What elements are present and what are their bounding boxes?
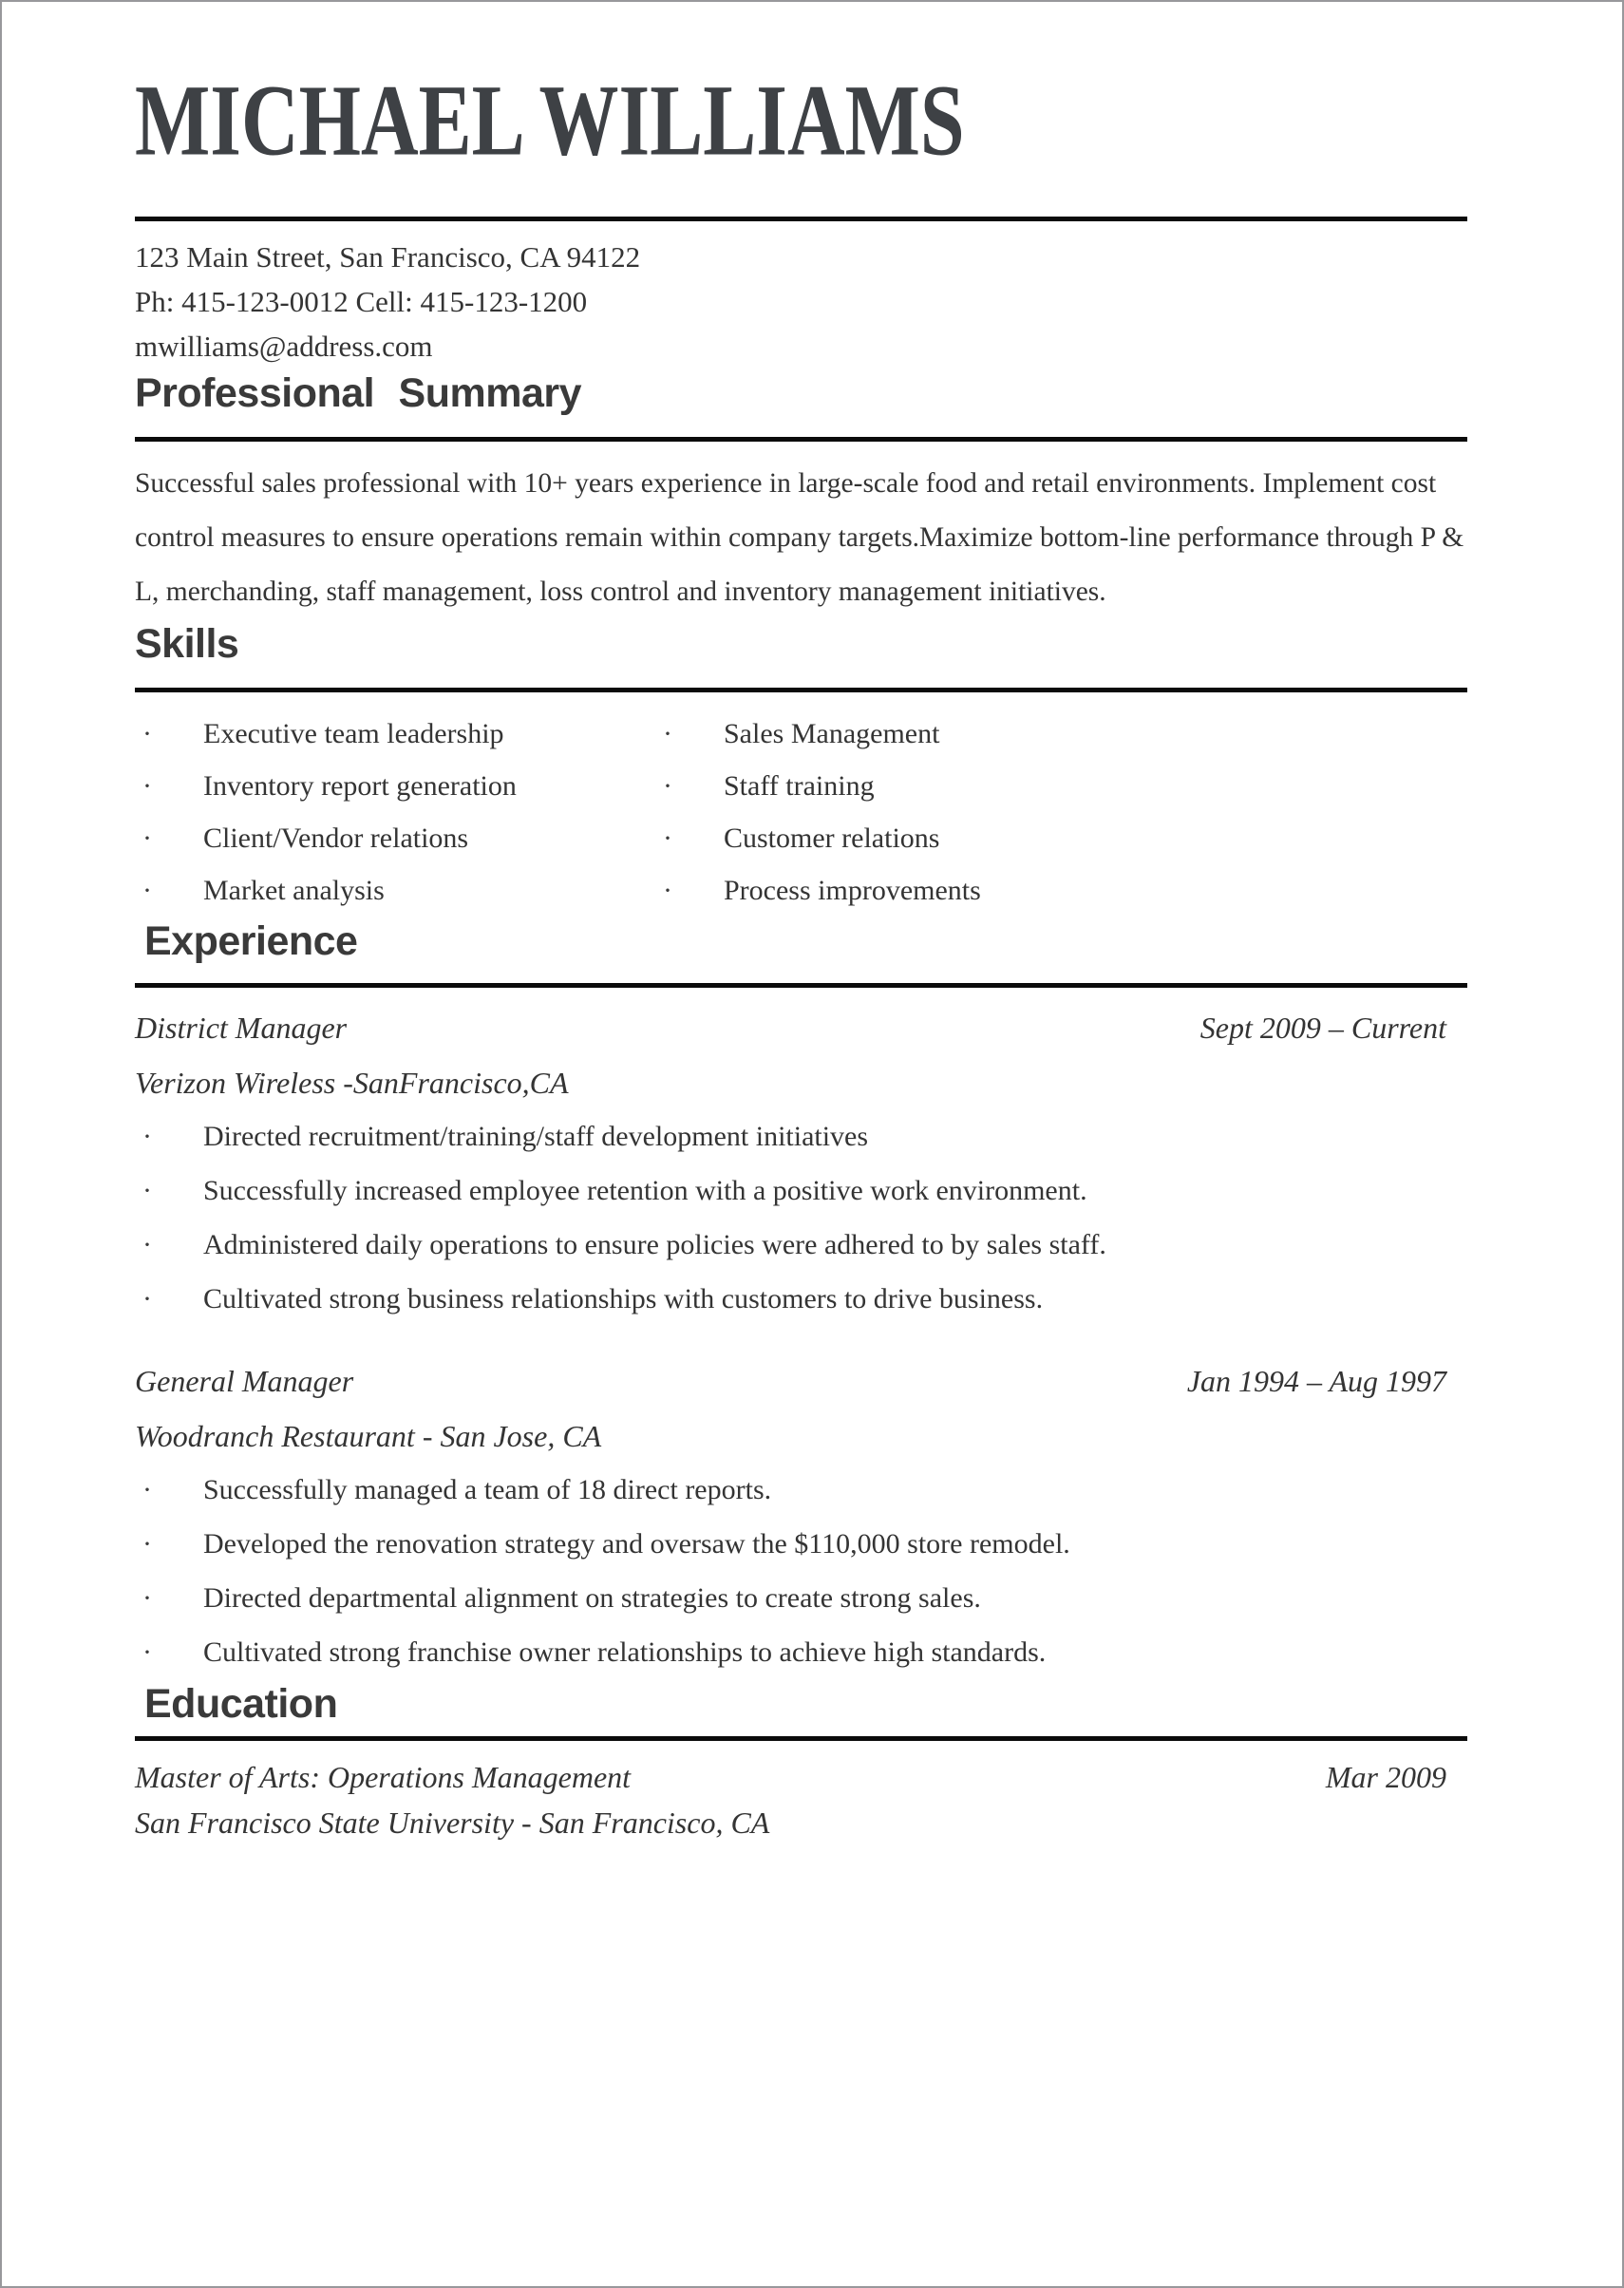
bullet-icon: · [142, 1175, 152, 1206]
bullet-icon: · [142, 1283, 152, 1314]
job-bullet-list [135, 1463, 1467, 1679]
contact-phone: Ph: 415-123-0012 Cell: 415-123-1200 [135, 285, 588, 318]
job-bullet [135, 1463, 1467, 1517]
bullet-icon: · [142, 1528, 152, 1560]
bullet-icon: · [142, 823, 152, 854]
skill-label: Process improvements [724, 875, 981, 906]
education-title: Education [144, 1681, 338, 1727]
bullet-icon: · [663, 718, 672, 749]
bullet-icon: · [142, 875, 152, 906]
skill-label: Executive team leadership [203, 718, 504, 749]
skill-label: Market analysis [203, 875, 385, 906]
job-bullet-text: Administered daily operations to ensure policies were adhered to by sales staff. [203, 1229, 1106, 1260]
job-role: District Manager [135, 1011, 348, 1045]
job-bullet-text: Successfully managed a team of 18 direct reports. [203, 1474, 772, 1505]
name-text: MICHAEL WILLIAMS [135, 65, 965, 178]
bullet-icon: · [142, 1474, 152, 1505]
skills-title: Skills [135, 621, 239, 667]
job-company: Woodranch Restaurant - San Jose, CA [135, 1419, 602, 1453]
section-experience [135, 917, 1467, 1679]
job-bullet-text: Directed recruitment/training/staff development initiatives [203, 1121, 869, 1152]
skills-column-right [655, 708, 1467, 917]
skill-item [135, 864, 655, 917]
job-bullet [135, 1517, 1467, 1571]
skill-item [135, 812, 655, 864]
experience-title: Experience [144, 918, 358, 964]
job-header [135, 1005, 1467, 1050]
skill-item [135, 708, 655, 760]
bullet-icon: · [142, 718, 152, 749]
bullet-icon: · [663, 875, 672, 906]
header-divider [135, 217, 1467, 221]
job-bullet-text: Cultivated strong business relationships with customers to drive business. [203, 1283, 1044, 1314]
job-bullet [135, 1163, 1467, 1218]
job-role: General Manager [135, 1364, 354, 1398]
skill-item [655, 760, 1467, 812]
bullet-icon: · [142, 1636, 152, 1668]
bullet-icon: · [142, 1121, 152, 1152]
education-date: Mar 2009 [1325, 1760, 1446, 1794]
resume-header [135, 65, 1467, 369]
name-heading [135, 65, 1467, 188]
section-divider [135, 983, 1467, 988]
education-header [135, 1754, 1467, 1800]
job-company: Verizon Wireless -SanFrancisco,CA [135, 1066, 569, 1100]
bullet-icon: · [663, 770, 672, 802]
job-bullet [135, 1625, 1467, 1679]
skill-label: Inventory report generation [203, 770, 517, 802]
job-bullet [135, 1218, 1467, 1272]
section-education [135, 1679, 1467, 1845]
skill-item [655, 864, 1467, 917]
job-bullet [135, 1571, 1467, 1625]
skills-grid [135, 708, 1467, 917]
contact-address: 123 Main Street, San Francisco, CA 94122 [135, 240, 641, 274]
bullet-icon: · [663, 823, 672, 854]
section-divider [135, 688, 1467, 692]
section-divider [135, 1736, 1467, 1741]
job-bullet-text: Directed departmental alignment on strategies to create strong sales. [203, 1582, 981, 1614]
job-bullet-list [135, 1109, 1467, 1326]
section-skills [135, 619, 1467, 917]
job-bullet-text: Developed the renovation strategy and oversaw the $110,000 store remodel. [203, 1528, 1070, 1560]
bullet-icon: · [142, 1582, 152, 1614]
professional-summary-title: Professional Summary [135, 370, 582, 416]
skill-item [655, 708, 1467, 760]
bullet-icon: · [142, 770, 152, 802]
skills-column-left [135, 708, 655, 917]
section-divider [135, 437, 1467, 442]
experience-job-general-manager [135, 1358, 1467, 1679]
skill-item [135, 760, 655, 812]
education-school: San Francisco State University - San Francisco, CA [135, 1806, 770, 1840]
experience-job-district-manager [135, 1005, 1467, 1326]
job-bullet [135, 1109, 1467, 1163]
job-bullet-text: Successfully increased employee retention with a positive work environment. [203, 1175, 1087, 1206]
professional-summary-text: Successful sales professional with 10+ years experience in large-scale food and retail environments. Implement cost control measures to ensure operations remain within company targets.Maximize bottom-line performance through P & L, merchanding, staff management, loss control and inventory management initiatives. [135, 468, 1464, 607]
contact-email: mwilliams@address.com [135, 330, 433, 363]
skill-label: Client/Vendor relations [203, 823, 469, 854]
contact-block [135, 235, 1467, 369]
skill-label: Staff training [724, 770, 875, 802]
job-header [135, 1358, 1467, 1404]
job-dates: Sept 2009 – Current [1199, 1011, 1446, 1045]
section-professional-summary [135, 369, 1467, 619]
bullet-icon: · [142, 1229, 152, 1260]
skill-item [655, 812, 1467, 864]
job-bullet-text: Cultivated strong franchise owner relationships to achieve high standards. [203, 1636, 1047, 1668]
job-bullet [135, 1272, 1467, 1326]
job-dates: Jan 1994 – Aug 1997 [1186, 1364, 1446, 1398]
skill-label: Customer relations [724, 823, 940, 854]
education-degree: Master of Arts: Operations Management [135, 1760, 632, 1794]
skill-label: Sales Management [724, 718, 940, 749]
